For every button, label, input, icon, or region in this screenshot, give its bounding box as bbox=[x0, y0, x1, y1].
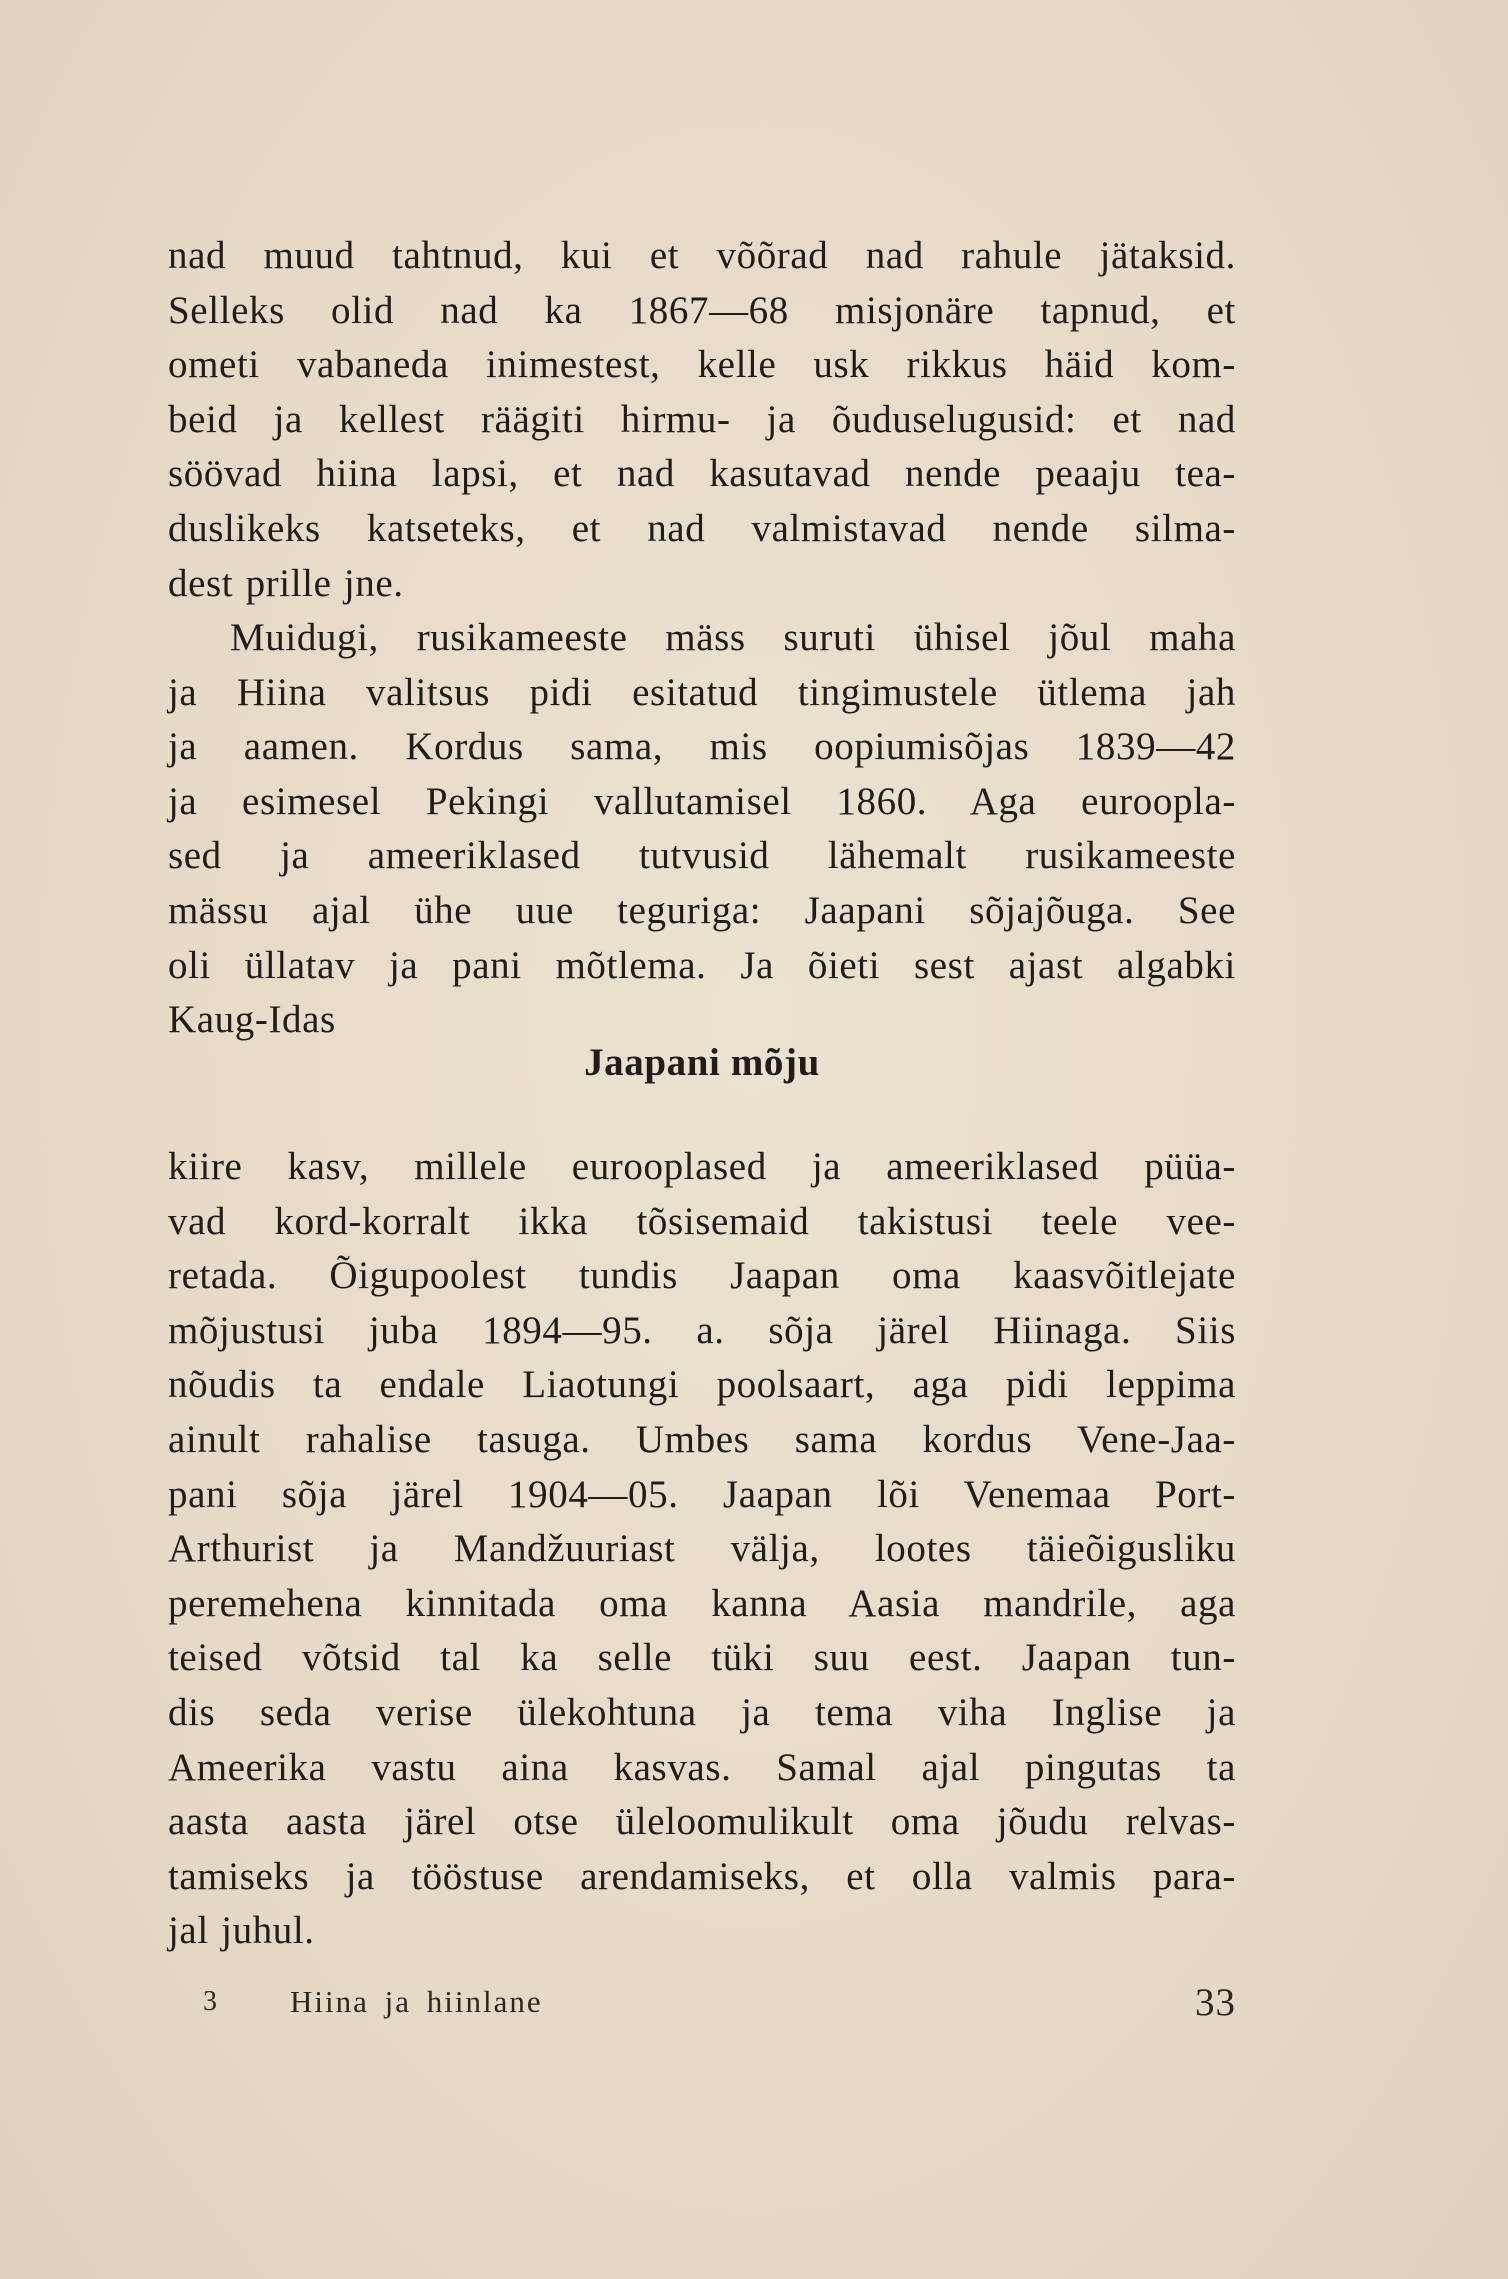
text-line: ometi vabaneda inimestest, kelle usk rikkus häid kom- bbox=[168, 343, 1236, 387]
paragraph-1 bbox=[168, 229, 1236, 611]
text-line: aasta aasta järel otse üleloomulikult oma jõudu relvas- bbox=[168, 1800, 1236, 1844]
text-line: dest prille jne. bbox=[168, 561, 404, 605]
text-line: jal juhul. bbox=[168, 1909, 315, 1953]
text-line: Ameerika vastu aina kasvas. Samal ajal pingutas ta bbox=[168, 1745, 1236, 1789]
text-line: ja aamen. Kordus sama, mis oopiumisõjas 1839—42 bbox=[168, 725, 1236, 769]
text-line: nad muud tahtnud, kui et võõrad nad rahule jätaksid. bbox=[168, 234, 1236, 277]
text-line: Selleks olid nad ka 1867—68 misjonäre tapnud, et bbox=[168, 288, 1236, 332]
signature-mark-number: 3 bbox=[203, 1986, 217, 2017]
text-line: sed ja ameeriklased tutvusid lähemalt rusikameeste bbox=[168, 834, 1236, 878]
text-line: ainult rahalise tasuga. Umbes sama kordus Vene-Jaa- bbox=[168, 1417, 1236, 1461]
paragraph-3 bbox=[168, 1140, 1236, 1959]
text-line: Muidugi, rusikameeste mäss suruti ühisel jõul maha bbox=[230, 616, 1236, 659]
text-line: beid ja kellest räägiti hirmu- ja õuduselugusid: et nad bbox=[168, 397, 1236, 441]
text-line: Kaug-Idas bbox=[168, 998, 336, 1042]
text-line: kiire kasv, millele eurooplased ja ameeriklased püüa- bbox=[168, 1145, 1236, 1188]
text-line: tamiseks ja tööstuse arendamiseks, et olla valmis para- bbox=[168, 1854, 1236, 1898]
text-line: vad kord-korralt ikka tõsisemaid takistusi teele vee- bbox=[168, 1199, 1236, 1243]
page-number: 33 bbox=[1195, 1981, 1236, 2024]
text-line: söövad hiina lapsi, et nad kasutavad nende peaaju tea- bbox=[168, 452, 1236, 496]
text-line: ja esimesel Pekingi vallutamisel 1860. Aga euroopla- bbox=[168, 779, 1236, 823]
paragraph-2 bbox=[168, 611, 1236, 1048]
text-line: peremehena kinnitada oma kanna Aasia mandrile, aga bbox=[168, 1581, 1236, 1625]
text-line: duslikeks katseteks, et nad valmistavad nende silma- bbox=[168, 506, 1236, 550]
section-heading: Jaapani mõju bbox=[584, 1041, 820, 1084]
page-footer bbox=[168, 1980, 1236, 2030]
text-line: pani sõja järel 1904—05. Jaapan lõi Venemaa Port- bbox=[168, 1472, 1236, 1516]
text-line: Arthurist ja Mandžuuriast välja, lootes täieõigusliku bbox=[168, 1527, 1236, 1571]
text-line: oli üllatav ja pani mõtlema. Ja õieti sest ajast algabki bbox=[168, 943, 1236, 987]
signature-mark-title: Hiina ja hiinlane bbox=[290, 1984, 543, 2019]
text-line: dis seda verise ülekohtuna ja tema viha Inglise ja bbox=[168, 1690, 1236, 1734]
text-line: mõjustusi juba 1894—95. a. sõja järel Hiinaga. Siis bbox=[168, 1308, 1236, 1352]
text-line: ja Hiina valitsus pidi esitatud tingimustele ütlema jah bbox=[168, 670, 1236, 714]
text-line: retada. Õigupoolest tundis Jaapan oma kaasvõitlejate bbox=[168, 1254, 1236, 1298]
text-line: mässu ajal ühe uue teguriga: Jaapani sõjajõuga. See bbox=[168, 888, 1236, 932]
text-line: nõudis ta endale Liaotungi poolsaart, aga pidi leppima bbox=[168, 1363, 1236, 1407]
text-line: teised võtsid tal ka selle tüki suu eest. Jaapan tun- bbox=[168, 1636, 1236, 1680]
